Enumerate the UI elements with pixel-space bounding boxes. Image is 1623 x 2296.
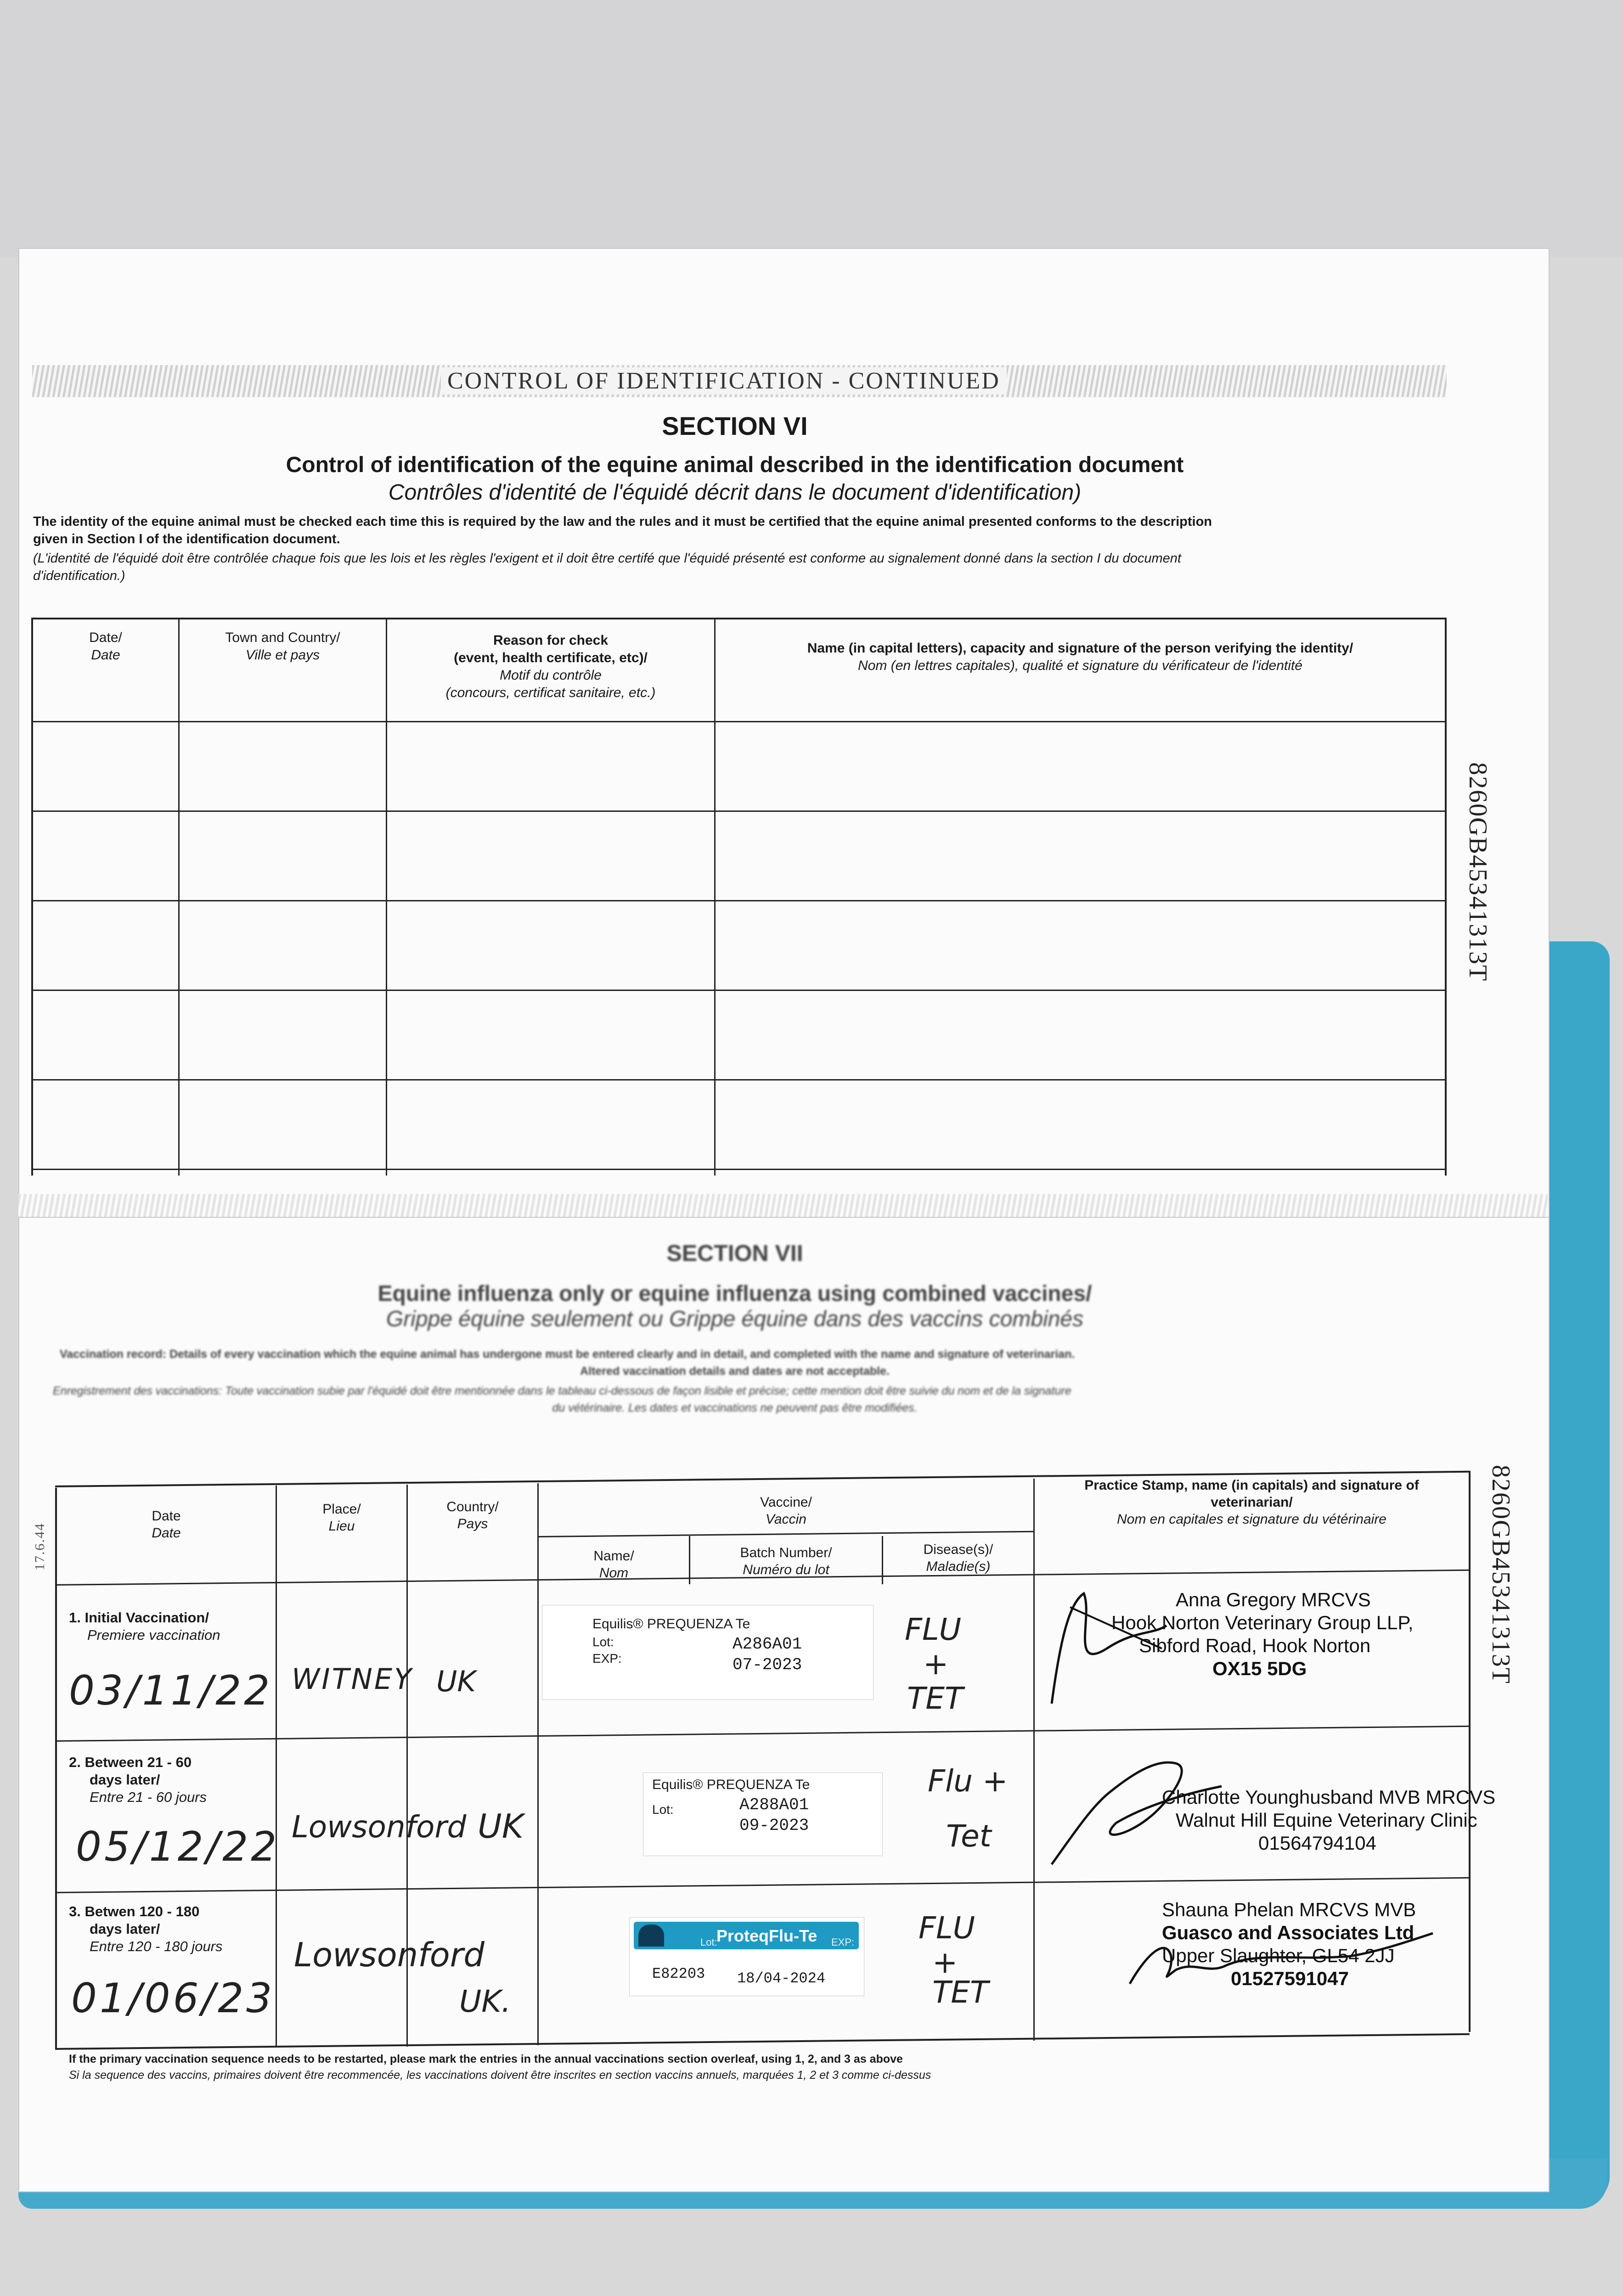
row1-label-en: 1. Initial Vaccination/	[69, 1609, 209, 1626]
row3-vet-practice: Guasco and Associates Ltd	[1162, 1922, 1414, 1943]
row1-label-fr: Premiere vaccination	[87, 1627, 220, 1643]
row3-disease-3: TET	[932, 1975, 989, 2010]
section-vii-subtitle-fr: Grippe équine seulement ou Grippe équine dans des vaccins combinés	[386, 1307, 1084, 1331]
row3-vet-address-1: Upper Slaughter, GL54 2JJ	[1162, 1945, 1395, 1966]
row1-vet-address-1: Sibford Road, Hook Norton	[1139, 1635, 1371, 1656]
scanner-background	[0, 0, 1623, 257]
vacc-header-batch-en: Batch Number/	[740, 1545, 832, 1560]
row1-disease-1: FLU	[905, 1612, 962, 1647]
row1-vet-name: Anna Gregory MRCVS	[1176, 1589, 1371, 1610]
section-vii-subtitle-en: Equine influenza only or equine influenza using combined vaccines/	[378, 1282, 1092, 1306]
row3-vet-signature	[1121, 1924, 1470, 1993]
vacc-header-stamp-en-2: veterinarian/	[1211, 1495, 1293, 1510]
row1-batch: A286A01	[733, 1635, 802, 1654]
header-reason-en-2: (event, health certificate, etc)/	[454, 650, 648, 665]
row3-country: UK.	[459, 1984, 511, 2019]
row1-country: UK	[436, 1665, 476, 1698]
row3-disease-2: +	[932, 1945, 958, 1980]
header-town-en: Town and Country/	[225, 630, 340, 645]
header-date-fr: Date	[91, 647, 120, 663]
header-name-en: Name (in capital letters), capacity and signature of the person verifying the identity/	[807, 641, 1353, 656]
row1-date: 03/11/22	[69, 1667, 273, 1714]
row1-vet-practice: Hook Norton Veterinary Group LLP,	[1111, 1612, 1414, 1633]
vacc-header-date-fr: Date	[152, 1525, 181, 1541]
row2-lot-label: Lot:	[652, 1802, 674, 1817]
vacc-header-date-en: Date	[152, 1508, 181, 1524]
vacc-header-stamp-fr: Nom en capitales et signature du vétérinaire	[1117, 1512, 1386, 1527]
vacc-header-disease-en: Disease(s)/	[923, 1542, 993, 1557]
row2-vaccine-name: Equilis® PREQUENZA Te	[652, 1777, 810, 1792]
row2-place: Lowsonford	[292, 1809, 467, 1845]
header-reason-fr-2: (concours, certificat sanitaire, etc.)	[445, 685, 656, 700]
row2-label-fr: Entre 21 - 60 jours	[90, 1789, 207, 1805]
row2-disease-2: Tet	[946, 1818, 992, 1854]
row1-vaccine-name: Equilis® PREQUENZA Te	[592, 1616, 750, 1632]
row1-disease-3: TET	[907, 1681, 964, 1716]
section-vii-intro-fr-1: Enregistrement des vaccinations: Toute vaccination subie par l'équidé doit être mentionnée dans le tableau ci-dessous de façon lisible et précise; cette mention doit être suivie du nom et de la signature	[53, 1384, 1071, 1397]
vacc-header-place-en: Place/	[322, 1502, 361, 1517]
row3-vaccine-banner	[634, 1922, 859, 1949]
section-vii-intro-fr-2: du vétérinaire. Les dates et vaccinations ne peuvent pas être modifiées.	[552, 1401, 918, 1414]
vacc-header-vaccine-fr: Vaccin	[766, 1512, 806, 1527]
row1-disease-2: +	[923, 1646, 949, 1682]
section-vi-intro-en-1: The identity of the equine animal must be checked each time this is required by the law and the rules and it must be certified that the equine animal presented conforms to the description	[33, 514, 1212, 529]
section-vi-subtitle-fr: Contrôles d'identité de l'équidé décrit dans le document d'identification)	[388, 480, 1082, 505]
header-date-en: Date/	[89, 630, 122, 645]
vacc-header-disease-fr: Maladie(s)	[926, 1559, 991, 1574]
section-vii-title: SECTION VII	[666, 1240, 803, 1266]
row2-vet-phone: 01564794104	[1258, 1832, 1376, 1854]
footnote-en: If the primary vaccination sequence needs to be restarted, please mark the entries in the annual vaccinations section overleaf, using 1, 2, and 3 as above	[69, 2053, 903, 2065]
header-reason-en-1: Reason for check	[493, 633, 609, 648]
section-vii-intro-en-1: Vaccination record: Details of every vaccination which the equine animal has undergone must be entered clearly and in detail, and completed with the name and signature of veterinarian.	[60, 1348, 1075, 1361]
row2-vet-practice: Walnut Hill Equine Veterinary Clinic	[1176, 1809, 1477, 1831]
vacc-header-country-en: Country/	[446, 1499, 499, 1514]
vacc-header-vaccine-en: Vaccine/	[760, 1495, 812, 1510]
section-vi-intro-fr-1: (L'identité de l'équidé doit être contrôlée chaque fois que les lois et les règles l'exigent et il doit être certifé que l'équidé présenté est conforme au signalement donné dans la section I du document	[33, 551, 1181, 566]
ueln-number-top: 8260GB45341313T	[1464, 762, 1492, 982]
row3-label-en: 3. Betwen 120 - 180	[69, 1903, 200, 1919]
row2-expiry: 09-2023	[739, 1816, 809, 1835]
row3-vaccine-name: ProteqFlu-Te	[716, 1926, 817, 1945]
row2-country: UK	[478, 1807, 524, 1846]
row3-expiry: 18/04-2024	[737, 1970, 826, 1987]
row1-expiry: 07-2023	[733, 1655, 802, 1674]
row2-batch: A288A01	[739, 1795, 809, 1814]
row1-exp-label: EXP:	[592, 1651, 622, 1666]
row3-batch: E82203	[652, 1965, 705, 1982]
vacc-header-country-fr: Pays	[457, 1516, 488, 1531]
row2-vet-name: Charlotte Younghusband MVB MRCVS	[1162, 1786, 1496, 1808]
row3-vet-phone: 01527591047	[1231, 1968, 1349, 1989]
proteq-logo-icon	[638, 1925, 664, 1947]
footnote-fr: Si la sequence des vaccins, primaires doivent être recommencée, les vaccinations doivent être inscrites en section vaccins annuels, marquées 1, 2 et 3 comme ci-dessus	[69, 2069, 931, 2082]
row3-exp-label: EXP:	[831, 1936, 855, 1948]
row1-place: WITNEY	[292, 1662, 413, 1696]
row2-disease-1: Flu +	[928, 1763, 1008, 1799]
vacc-header-place-fr: Lieu	[328, 1519, 355, 1534]
row2-date: 05/12/22	[76, 1823, 280, 1870]
header-name-fr: Nom (en lettres capitales), qualité et signature du vérificateur de l'identité	[858, 658, 1302, 673]
section-vi-intro-en-2: given in Section I of the identification document.	[33, 532, 340, 546]
vacc-header-name-fr: Nom	[599, 1565, 629, 1581]
page-edge-mark: 17.6.44	[32, 1523, 47, 1570]
section-vii-intro-en-2: Altered vaccination details and dates are not acceptable.	[580, 1365, 890, 1378]
row3-lot-label: Lot:	[700, 1936, 717, 1948]
row3-label-fr: Entre 120 - 180 jours	[90, 1938, 223, 1954]
vacc-header-name-en: Name/	[593, 1548, 634, 1564]
row3-label-en-2: days later/	[90, 1921, 160, 1937]
row1-vet-address-2: OX15 5DG	[1212, 1658, 1307, 1679]
row3-date: 01/06/23	[71, 1975, 275, 2022]
vacc-header-batch-fr: Numéro du lot	[743, 1562, 829, 1577]
row3-place: Lowsonford	[294, 1936, 485, 1974]
row2-label-en-2: days later/	[90, 1772, 160, 1788]
row1-lot-label: Lot:	[592, 1635, 614, 1649]
header-town-fr: Ville et pays	[245, 647, 320, 663]
header-reason-fr-1: Motif du contrôle	[500, 668, 602, 683]
row3-disease-1: FLU	[919, 1910, 975, 1946]
ueln-number-bottom: 8260GB45341313T	[1487, 1465, 1515, 1684]
section-vi-intro-fr-2: d'identification.)	[33, 568, 125, 583]
section-vi-subtitle-en: Control of identification of the equine animal described in the identification document	[286, 453, 1184, 477]
row2-label-en: 2. Between 21 - 60	[69, 1754, 192, 1770]
vacc-header-stamp-en-1: Practice Stamp, name (in capitals) and signature of	[1084, 1478, 1419, 1493]
section-vi-title: SECTION VI	[662, 411, 808, 440]
banner-title: CONTROL OF IDENTIFICATION - CONTINUED	[441, 367, 1007, 394]
row3-vet-name: Shauna Phelan MRCVS MVB	[1162, 1899, 1416, 1920]
